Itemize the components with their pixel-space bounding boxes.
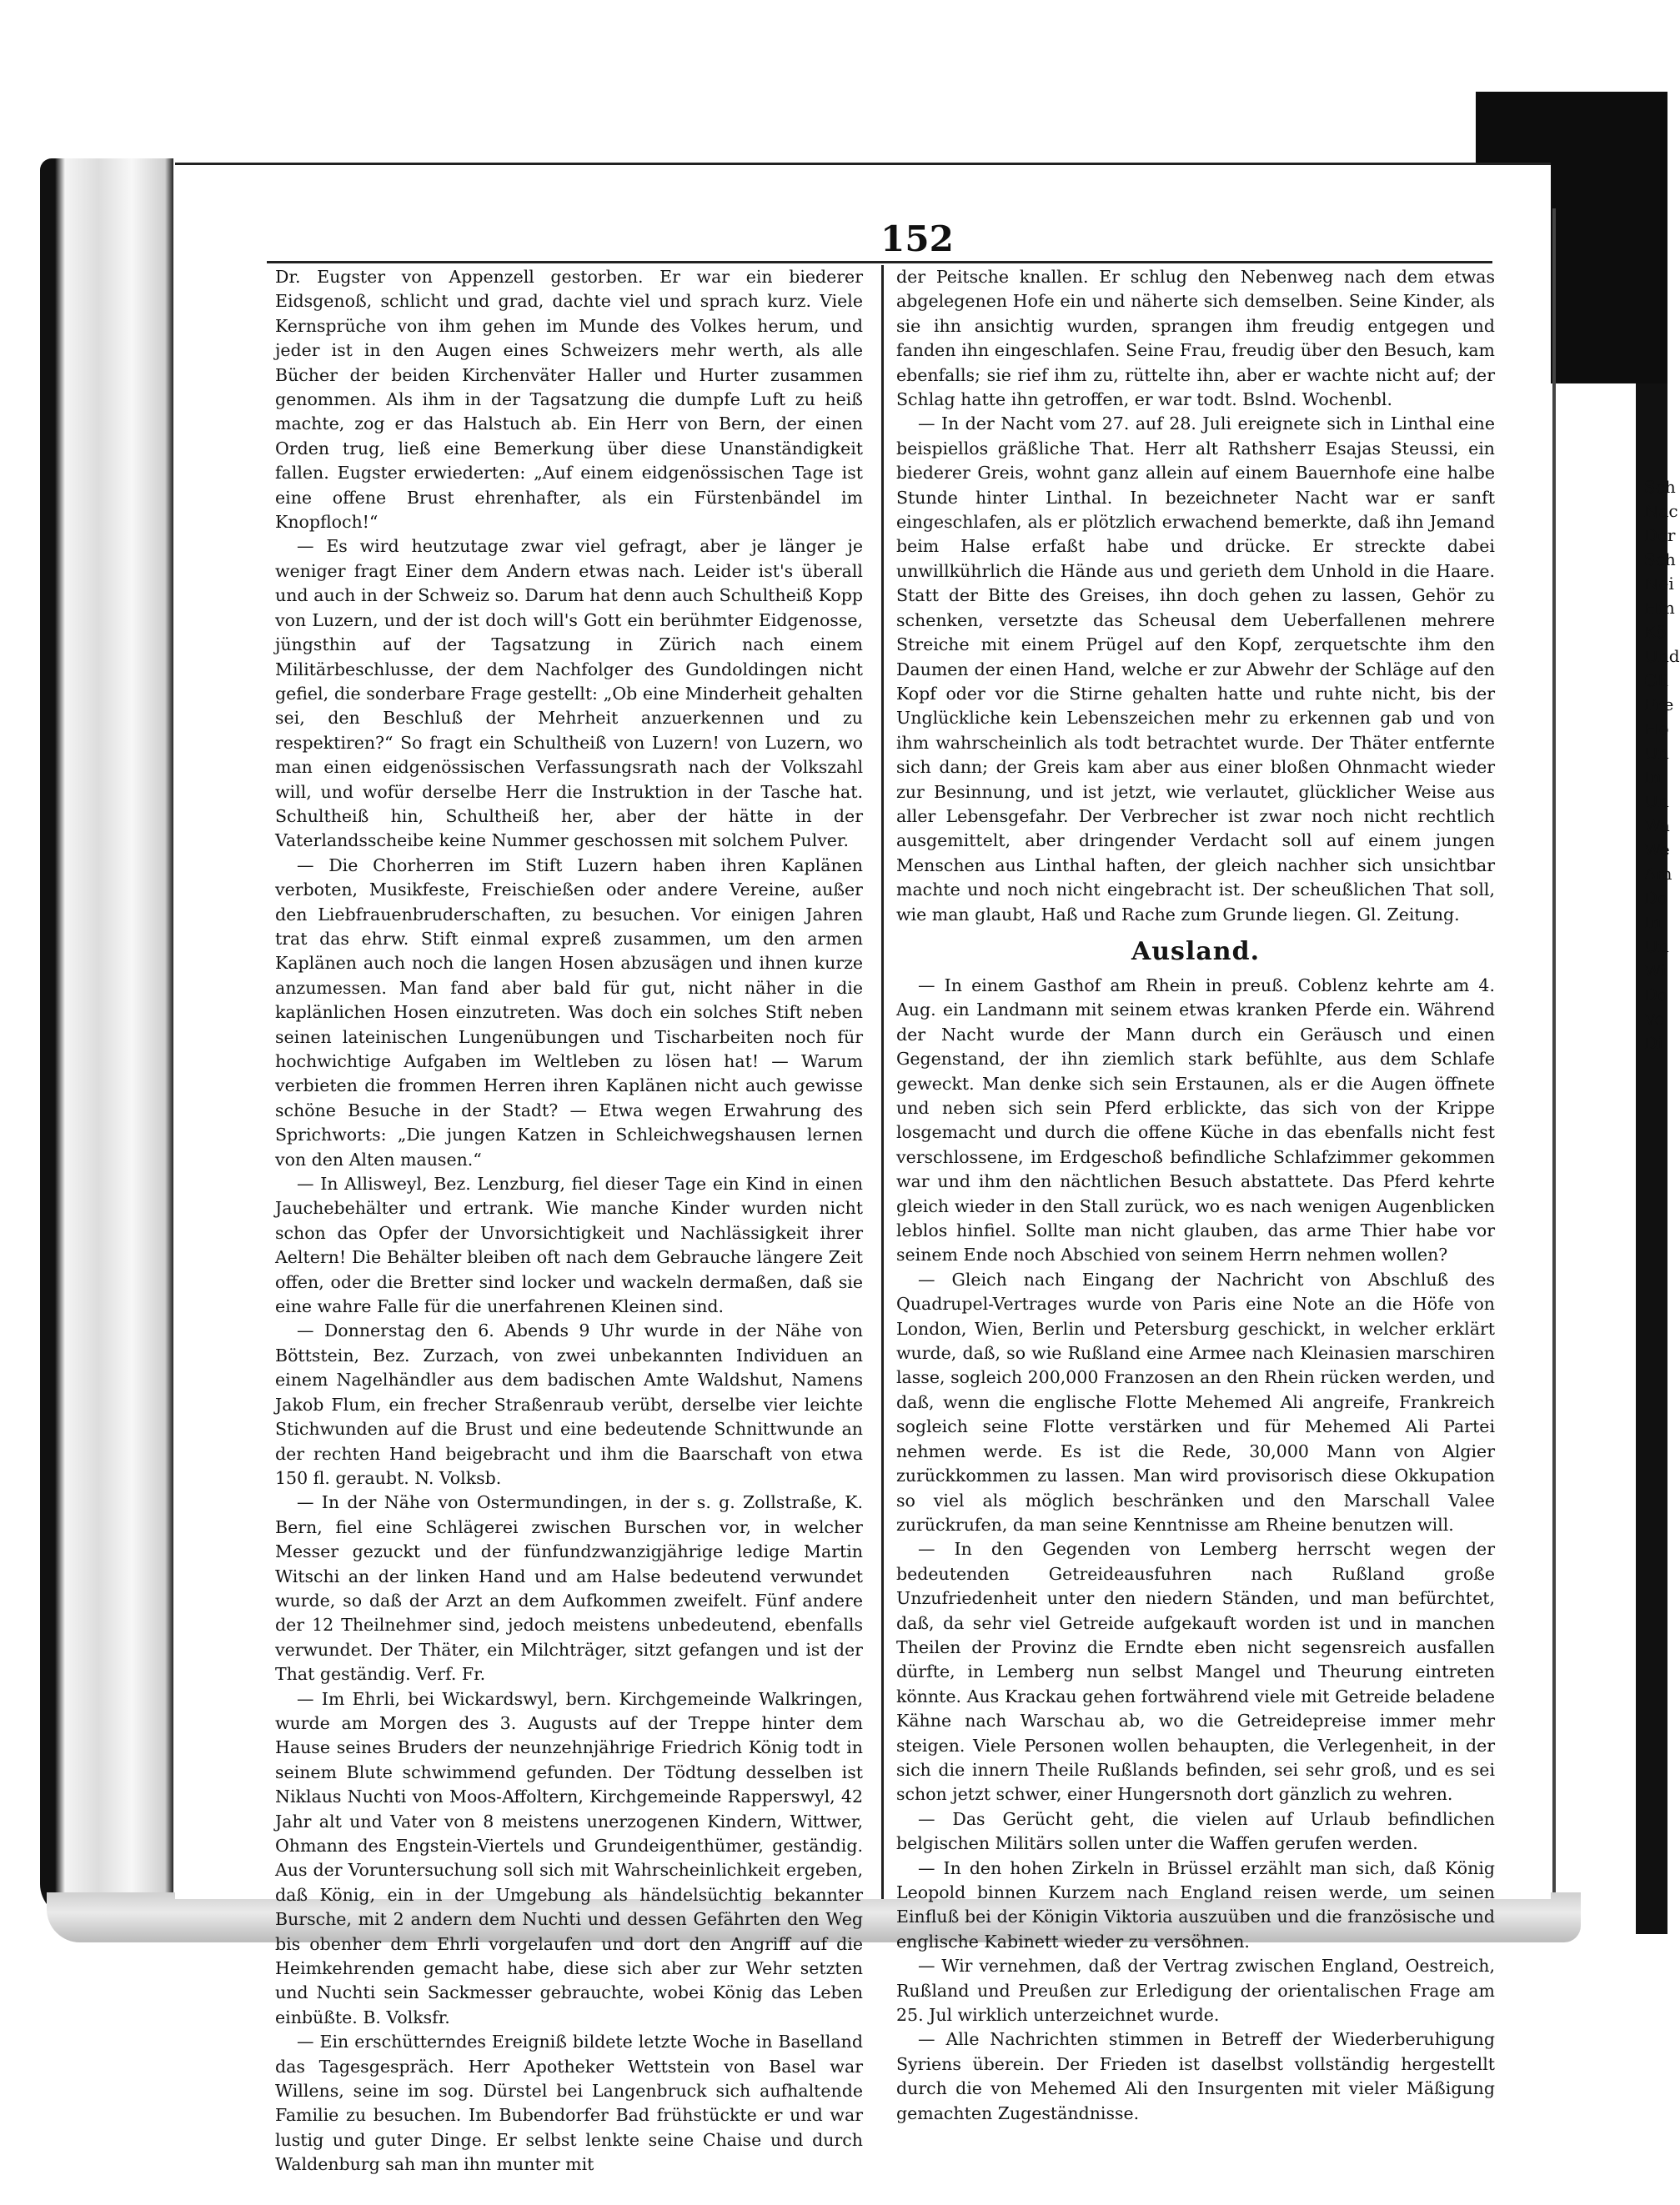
- neighbor-word: Fre: [1644, 694, 1674, 714]
- neighbor-word: Wa: [1644, 815, 1670, 835]
- article-paragraph: — In einem Gasthof am Rhein in preuß. Coblenz kehrte am 4. Aug. ein Landmann mit seinem etwas kranken Pferde ein. Während der Nacht wurde der Mann durch ein Geräusch und einen Gegenstand, der ihn ziemlich stark befühlte, aus dem Schlafe geweckt. Man denke sich sein Erstaunen, als er die Augen öffnete und neben sich sein Pferd erblickte, das sich von der Krippe losgemacht und durch die offene Küche in das ebenfalls nicht fest verschlossene, im Erdgeschoß befindliche Schlafzimmer gekommen war und ihm den nächtlichen Besuch abstattete. Das Pferd kehrte gleich wieder in den Stall zurück, wo es nach wenigen Augenblicken leblos hinfiel. Sollte man nicht glauben, das arme Thier habe vor seinem Ende noch Abschied von seinem Herrn nehmen wollen?: [896, 975, 1495, 1265]
- article-paragraph: — Ein erschütterndes Ereigniß bildete letzte Woche in Baselland das Tagesgespräch. Herr Apotheker Wettstein von Basel war Willens, seine im sog. Dürstel bei Langenbruck sich aufhaltende Familie zu besuchen. Im Bubendorfer Bad frühstückte er und war lustig und guter Dinge. Er selbst lenkte seine Chaise und durch Waldenburg sah man ihn munter mit: [275, 2032, 863, 2175]
- neighbor-word: Gli: [1644, 670, 1668, 690]
- section-heading-ausland: Ausland.: [1131, 936, 1261, 966]
- article-paragraph: — In Allisweyl, Bez. Lenzburg, fiel dieser Tage ein Kind in einen Jauchebehälter und ertrank. Wie manche Kinder wurden nicht schon das Opfer der Unvorsichtigkeit und Nachlässigkeit ihrer Aeltern! Die Behälter bleiben oft nach dem Gebrauche längere Zeit offen, oder die Bretter sind locker und wackeln dermaßen, daß sie eine wahre Falle für die unerfahrenen Kleinen sind.: [275, 1174, 863, 1317]
- right-column: [896, 265, 1495, 2126]
- article-paragraph: — Es wird heutzutage zwar viel gefragt, aber je länger je weniger fragt Einer dem Andern etwas nach. Leider ist's überall und auch in der Schweiz so. Darum hat denn auch Schultheiß Kopp von Luzern, und der ist doch will's Gott ein berühmter Eidgenosse, jüngsthin auf der Tagsatzung in Zürich nach einem Militärbeschlusse, der dem Nachfolger des Gundoldingen nicht gefiel, die sonderbare Frage gestellt: „Ob eine Minderheit gehalten sei, den Beschluß der Mehrheit anzuerkennen und zu respektiren?“ So fragt ein Schultheiß von Luzern! von Luzern, wo man einen eidgenössischen Verfassungsrath nach der Volkszahl will, und wofür derselbe Herr die Instruktion in der Tasche hat. Schultheiß hin, Schultheiß her, aber der hätte in der Vaterlandsscheibe keine Nummer geschossen mit solchem Pulver.: [275, 536, 863, 851]
- article-paragraph: — In der Nähe von Ostermundingen, in der s. g. Zollstraße, K. Bern, fiel eine Schlägerei zwischen Burschen vor, in welcher Messer gezuckt und der fünfundzwanzigjährige ledige Martin Witschi an der linken Hand und am Halse bedeutend verwundet wurde, so daß der Arzt an dem Aufkommen zweifelt. Fünf andere der 12 Theilnehmer sind, jedoch meistens unbedeutend, ebenfalls verwundet. Der Thäter, ein Milchträger, sitzt gefangen und ist der That geständig. Verf. Fr.: [275, 1492, 863, 1685]
- article-paragraph: — In den Gegenden von Lemberg herrscht wegen der bedeutenden Getreideausfuhren nach Rußland große Unzufriedenheit unter den niedern Ständen, und man befürchtet, daß, da sehr viel Getreide aufgekauft worden ist und in manchen Theilen der Provinz die Erndte eben nicht segensreich ausfallen dürfte, in Lemberg nun selbst Mangel und Theurung eintreten könnte. Aus Krackau gehen fortwährend viele mit Getreide beladene Kähne nach Warschau ab, wo die Getreidepreise immer mehr steigen. Viele Personen wollen behaupten, die Verlegenheit, in der sich die innern Theile Rußlands befinden, sei sehr groß, und es sei schon jetzt schwer, einer Hungersnoth dort gänzlich zu wehren.: [896, 1539, 1495, 1805]
- neighbor-page-fragment: [1644, 475, 1680, 1055]
- neighbor-word: Kö: [1644, 622, 1667, 642]
- neighbor-word: In: [1644, 912, 1662, 932]
- article-paragraph: Dr. Eugster von Appenzell gestorben. Er war ein biederer Eidsgenoß, schlicht und grad, dachte viel und sprach kurz. Viele Kernsprüche von ihm gehen im Munde des Volkes herum, und jeder ist in den Augen eines Schweizers mehr werth, als alle Bücher der beiden Kirchenväter Haller und Hurter zusammen genommen. Als ihm in der Tagsatzung die dumpfe Luft zu heiß machte, zog er das Halstuch ab. Ein Herr von Bern, der einen Orden trug, ließ eine Bemerkung über diese Unanständigkeit fallen. Eugster erwiederten: „Auf einem eidgenössischen Tage ist eine offene Brust ehrenhafter, als ein Fürstenbändel im Knopfloch!“: [275, 267, 863, 533]
- neighbor-word: Do: [1644, 888, 1668, 908]
- neighbor-word: Ho: [1644, 719, 1669, 739]
- neighbor-word: In: [1644, 767, 1662, 787]
- article-paragraph: — Das Gerücht geht, die vielen auf Urlaub befindlichen belgischen Militärs sollen unter die Waffen gerufen werden.: [896, 1808, 1495, 1854]
- header-rule: [267, 261, 1492, 263]
- article-paragraph: — In der Nacht vom 27. auf 28. Juli ereignete sich in Linthal eine beispiellos gräßliche That. Herr alt Rathsherr Esajas Steussi, ein biederer Greis, wohnt ganz allein auf einem Bauernhofe eine halbe Stunde hinter Linthal. In bezeichneter Nacht war er sanft eingeschlafen, als er plötzlich erwachend bemerkte, daß ihn Jemand beim Halse erfaßt habe und drücke. Er streckte dabei unwillkührlich die Hände aus und gerieth dem Unhold in die Haare. Statt der Bitte des Greises, ihn doch gehen zu lassen, Gehör zu schenken, versetzte das Scheusal dem Ueberfallenen mehrere Streiche mit einem Prügel auf den Kopf, zerquetschte ihm den Daumen der einen Hand, welche er zur Abwehr der Schläge auf den Kopf oder vor die Stirne gehalten hatte und ruhte nicht, bis der Unglückliche kein Lebenszeichen mehr zu erkennen gab und von ihm wahrscheinlich als todt betrachtet wurde. Der Thäter entfernte sich dann; der Greis kam aber aus einer bloßen Ohnmacht wieder zur Besinnung, und ist jetzt, wie verlautet, glücklicher Weise aus aller Lebensgefahr. Der Verbrecher ist zwar noch nicht rechtlich ausgemittelt, aber dringender Verdacht soll auf einem jungen Menschen aus Linthal haften, der gleich nachher sich unsichtbar machte und noch nicht eingebracht ist. Der scheußlichen That soll, wie man glaubt, Haß und Rache zum Grunde liegen. Gl. Zeitung.: [896, 413, 1495, 925]
- article-paragraph: — Wir vernehmen, daß der Vertrag zwischen England, Oestreich, Rußland und Preußen zur Erledigung der orientalischen Frage am 25. Jul wirklich unterzeichnet wurde.: [896, 1956, 1495, 2026]
- neighbor-word: Am: [1644, 864, 1672, 884]
- article-paragraph: — Gleich nach Eingang der Nachricht von Abschluß des Quadrupel-Vertrages wurde von Paris eine Note an die Höfe von London, Wien, Berlin und Petersburg geschickt, in welcher erklärt wurde, daß, so wie Rußland eine Armee nach Kleinasien marschiren lasse, sogleich 200,000 Franzosen an den Rhein rücken werden, und daß, wenn die englische Flotte Mehemed Ali angreife, Frankreich sogleich seine Flotte verstärken und für Mehemed Ali Partei nehmen werde. Es ist die Rede, 30,000 Mann von Algier zurückkommen zu lassen. Man wird provisorisch diese Okkupation so viel als möglich beschränken und den Marschall Valee zurückrufen, da man seine Kenntnisse am Rheine benutzen will.: [896, 1269, 1495, 1535]
- neighbor-word: Un: [1644, 791, 1669, 811]
- neighbor-word: We: [1644, 839, 1670, 859]
- neighbor-word: Der: [1644, 525, 1676, 545]
- neighbor-word: Un: [1644, 936, 1669, 956]
- article-paragraph: — Die Chorherren im Stift Luzern haben ihren Kaplänen verboten, Musikfeste, Freischießen oder andere Vereine, außer den Liebfrauenbruderschaften, zu besuchen. Vor einigen Jahren trat das ehrw. Stift einmal expreß zusammen, um den armen Kaplänen auch noch die langen Hosen abzusägen und ihnen kurze anzumessen. Man fand aber bald für gut, nicht näher in die kaplänlichen Hosen einzutreten. Was doch ein solches Stift neben seinen lateinischen Lungenübungen und Tischarbeiten noch für hochwichtige Aufgaben im Weltleben zu lösen hat! — Warum verbieten die frommen Herren ihren Kaplänen nicht auch gewisse schöne Besuche in der Stadt? — Etwa wegen Erwahrung des Sprichworts: „Die jungen Katzen in Schleichwegshausen lernen von den Alten mausen.“: [275, 854, 863, 1170]
- article-paragraph: der Peitsche knallen. Er schlug den Nebenweg nach dem etwas abgelegenen Hofe ein und näherte sich demselben. Seine Kinder, als sie ihn ansichtig wurden, sprangen ihm freudig entgegen und fanden ihn eingeschlafen. Seine Frau, freudig über den Besuch, kam ebenfalls; sie rief ihm zu, rüttelte ihn, aber er wachte nicht auf; der Schlag hatte ihn getroffen, er war todt. Bslnd. Wochenbl.: [896, 267, 1495, 410]
- left-column: [275, 265, 863, 2177]
- book-spine-edge: [40, 158, 173, 1917]
- article-paragraph: — Im Ehrli, bei Wickardswyl, bern. Kirchgemeinde Walkringen, wurde am Morgen des 3. Augusts auf der Treppe hinter dem Hause seines Bruders der neunzehnjährige Friedrich König todt in seinem Blute schwimmend gefunden. Der Tödtung desselben ist Niklaus Nuchti von Moos-Affoltern, Kirchgemeinde Rapperswyl, 42 Jahr alt und Vater von 8 meistens unerzogenen Kindern, Wittwer, Ohmann des Engstein-Viertels und Grundeigenthümer, geständig. Aus der Voruntersuchung soll sich mit Wahrscheinlichkeit ergeben, daß König, ein in der Umgebung als händelsüchtig bekannter Bursche, mit 2 andern dem Nuchti und dessen Gefährten den Weg bis obenher dem Ehrli vorgelaufen und dort den Angriff auf die Heimkehrenden gemacht habe, diese sich aber zur Wehr setzten und Nuchti sein Sackmesser gebrauchte, wobei König das Leben einbüßte. B. Volksfr.: [275, 1688, 863, 2027]
- page-edge-right: [1552, 208, 1556, 1892]
- neighbor-word: Sch: [1644, 477, 1676, 497]
- neighbor-word: Nei: [1644, 574, 1674, 594]
- neighbor-word: Do: [1644, 985, 1668, 1005]
- neighbor-word: Sch: [1644, 549, 1676, 569]
- neighbor-word: Di: [1644, 1033, 1663, 1053]
- column-divider: [881, 265, 884, 1899]
- neighbor-word: Und: [1644, 646, 1680, 666]
- article-paragraph: — Donnerstag den 6. Abends 9 Uhr wurde in der Nähe von Böttstein, Bez. Zurzach, von zwei unbekannten Individuen an einem Nagelhändler aus dem badischen Amte Waldshut, Namens Jakob Flum, ein frecher Straßenraub verübt, derselbe vier leichte Stichwunden auf die Brust und eine bedeutende Schnittwunde an der rechten Hand beigebracht und ihm die Baarschaft von etwa 150 fl. geraubt. N. Volksb.: [275, 1320, 863, 1488]
- article-paragraph: — In den hohen Zirkeln in Brüssel erzählt man sich, daß König Leopold binnen Kurzem nach England reisen werde, um seinen Einfluß bei der Königin Viktoria auszuüben und die französische und englische Kabinett wieder zu versöhnen.: [896, 1857, 1495, 1952]
- neighbor-word: Wi: [1644, 960, 1667, 980]
- neighbor-word: Ve: [1644, 1009, 1665, 1029]
- article-paragraph: — Alle Nachrichten stimmen in Betreff der Wiederberuhigung Syriens überein. Der Frieden ist daselbst vollständig hergestellt durch die von Mehemed Ali den Insurgenten mit vieler Mäßigung gemachten Zugeständnisse.: [896, 2029, 1495, 2123]
- neighbor-word: Un: [1644, 743, 1669, 763]
- neighbor-word: Hin: [1644, 598, 1675, 618]
- page-number: 152: [880, 218, 954, 259]
- neighbor-word: Nac: [1644, 501, 1678, 521]
